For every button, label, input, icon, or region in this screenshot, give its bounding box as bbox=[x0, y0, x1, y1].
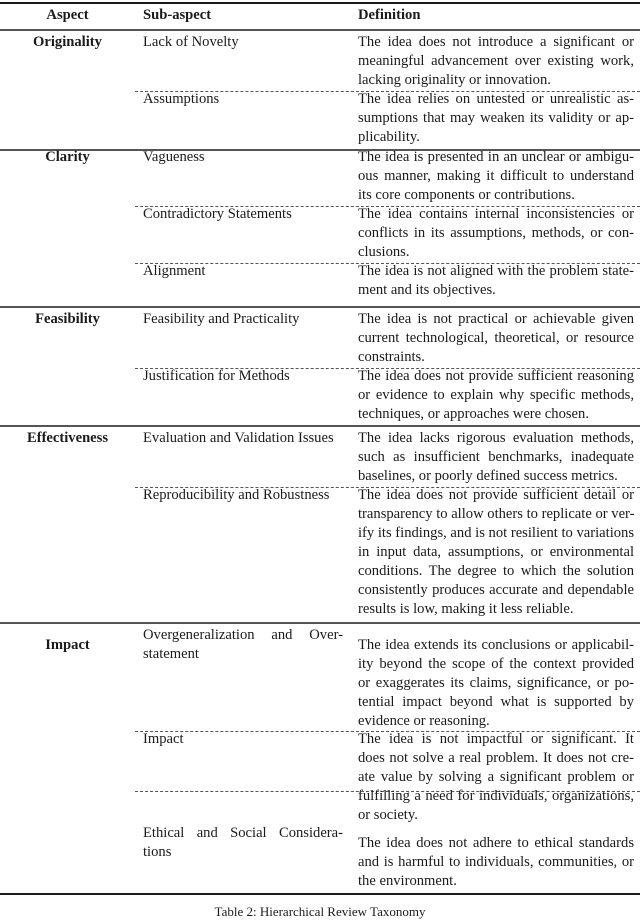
header-rule bbox=[0, 29, 640, 31]
sub-aspect-evaluation-and-validation-issues: Evaluation and Validation Issues bbox=[143, 430, 334, 446]
definition-justification-for-methods: The idea does not provide sufficient reasoning or evidence to explain why specific methods, techniques, or approaches were chosen. bbox=[358, 368, 634, 422]
bottom-rule bbox=[0, 893, 640, 895]
section-rule bbox=[0, 306, 640, 308]
sub-aspect-impact: Impact bbox=[143, 731, 184, 747]
sub-aspect-ethical-and-social-considerations: Ethical and Social Considera- tions bbox=[143, 825, 343, 860]
top-rule bbox=[0, 2, 640, 4]
definition-evaluation-and-validation-issues: The idea lacks rigorous evaluation methods, such as insufficient benchmarks, inadequate baselines, or poorly defined success metrics. bbox=[358, 430, 634, 484]
sub-aspect-assumptions: Assumptions bbox=[143, 91, 220, 107]
section-rule bbox=[0, 622, 640, 624]
header-definition: Definition bbox=[358, 7, 421, 23]
aspect-clarity: Clarity bbox=[45, 149, 90, 165]
aspect-feasibility: Feasibility bbox=[35, 311, 100, 327]
sub-aspect-vagueness: Vagueness bbox=[143, 149, 205, 165]
sub-aspect-overgeneralization-and-overstatement: Overgeneralization and Over- statement bbox=[143, 627, 343, 662]
sub-aspect-reproducibility-and-robustness: Reproducibility and Robustness bbox=[143, 487, 330, 503]
definition-assumptions: The idea relies on untested or unrealistic as- sumptions that may weaken its validity or ap- plicability. bbox=[358, 91, 634, 145]
sub-aspect-alignment: Alignment bbox=[143, 263, 206, 279]
aspect-originality: Originality bbox=[33, 34, 102, 50]
definition-impact: The idea is not impactful or significant. It does not solve a real problem. It does not cre- ate value by solving a significant problem or fulfilling a need for individuals, organizations, or society. bbox=[358, 731, 634, 823]
sub-aspect-feasibility-and-practicality: Feasibility and Practicality bbox=[143, 311, 300, 327]
sub-aspect-lack-of-novelty: Lack of Novelty bbox=[143, 34, 239, 50]
aspect-effectiveness: Effectiveness bbox=[26, 430, 109, 446]
header-sub-aspect: Sub-aspect bbox=[143, 7, 212, 23]
definition-reproducibility-and-robustness: The idea does not provide sufficient detail or transparency to allow others to replicate or ver- ify its findings, and is not resilient to variations in input data, assumptions, or environmental conditions. The degree to which the solution consistently produces accurate and dependable results is low, making it less reliable. bbox=[358, 487, 635, 617]
definition-overgeneralization-and-overstatement: The idea extends its conclusions or applicabil- ity beyond the scope of the context provided or exaggerates its claims, significance, or po- tential impact beyond what is supported by evidence or reasoning. bbox=[358, 637, 634, 729]
section-rule bbox=[0, 425, 640, 427]
definition-feasibility-and-practicality: The idea is not practical or achievable given current technological, theoretical, or resource constraints. bbox=[358, 311, 634, 365]
table-caption: Table 2: Hierarchical Review Taxonomy bbox=[214, 904, 426, 919]
definition-vagueness: The idea is presented in an unclear or ambigu- ous manner, making it difficult to understand its core components or contributions. bbox=[358, 149, 634, 203]
sub-aspect-contradictory-statements: Contradictory Statements bbox=[143, 206, 292, 222]
sub-aspect-justification-for-methods: Justification for Methods bbox=[143, 368, 290, 384]
header-aspect: Aspect bbox=[46, 7, 89, 23]
definition-alignment: The idea is not aligned with the problem state- ment and its objectives. bbox=[358, 263, 634, 298]
definition-contradictory-statements: The idea contains internal inconsistencies or conflicts in its assumptions, methods, or con- clusions. bbox=[358, 206, 634, 260]
definition-lack-of-novelty: The idea does not introduce a significant or meaningful advancement over existing work, lacking originality or innovation. bbox=[358, 34, 634, 88]
aspect-impact: Impact bbox=[45, 637, 90, 653]
definition-ethical-and-social-considerations: The idea does not adhere to ethical standards and is harmful to individuals, communities, or the environment. bbox=[358, 835, 634, 889]
